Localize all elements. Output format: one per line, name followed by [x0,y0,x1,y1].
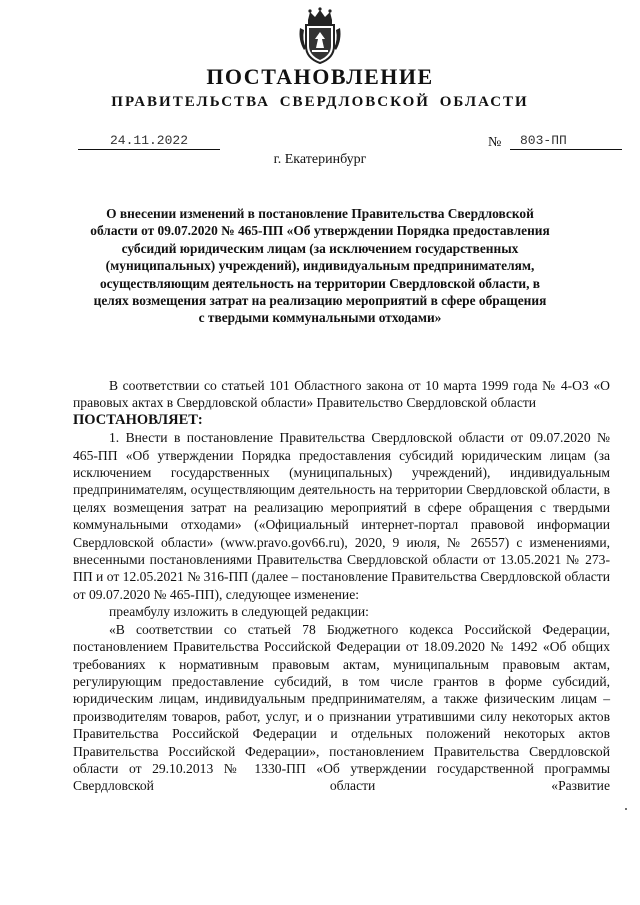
scan-speck [625,808,627,810]
item-1-subparagraph: преамбулу изложить в следующей редакции: [109,604,369,620]
preamble-paragraph: В соответствии со статьей 101 Областного закона от 10 марта 1999 года № 4-ОЗ «О правовых актах в Свердловской области» Правительство Свердловской области [73,378,610,411]
resolves-heading: ПОСТАНОВЛЯЕТ: [73,411,203,428]
sverdlovsk-coat-of-arms-icon [296,6,344,66]
document-date: 24.11.2022 [78,133,220,150]
document-city: г. Екатеринбург [273,152,367,167]
document-number: 803-ПП [510,133,622,150]
number-label: № [488,135,502,150]
document-heading: О внесении изменений в постановление Правительства Свердловской области от 09.07.2020 № 465-ПП «Об утверждении Порядка предоставления субсидий юридическим лицам (за исключением государственных (муниципальных) учреждений), индивидуальным предпринимателям, осуществляющим деятельность на территории Свердловской области, в целях возмещения затрат на реализацию мероприятий в сфере обращения с твердыми коммунальными отходами» [90,206,550,326]
document-title: ПОСТАНОВЛЕНИЕ [206,64,434,89]
item-1-paragraph: 1. Внести в постановление Правительства Свердловской области от 09.07.2020 № 465-ПП «Об утверждении Порядка предоставления субсидий юридическим лицам (за исключением государственных (муниципальных) учреждений), индивидуальным предпринимателям, осуществляющим деятельность на территории Свердловской области, в целях возмещения затрат на реализацию мероприятий в сфере обращения с твердыми коммунальными отходами» («Официальный интернет-портал правовой информации Свердловской области» (www.pravo.gov66.ru), 2020, 9 июля, № 26557) с изменениями, внесенными постановлениями Правительства Свердловской области от 13.05.2021 № 273-ПП и от 12.05.2021 № 316-ПП (далее – постановление Правительства Свердловской области от 09.07.2020 № 465-ПП), следующее изменение: [73,430,610,602]
document-issuer: ПРАВИТЕЛЬСТВА СВЕРДЛОВСКОЙ ОБЛАСТИ [111,94,529,110]
quoted-preamble-paragraph: «В соответствии со статьей 78 Бюджетного кодекса Российской Федерации, постановлением Правительства Российской Федерации от 18.09.2020 № 1492 «Об общих требованиях к нормативным правовым актам, муниципальным правовым актам, регулирующим предоставление субсидий, в том числе грантов в форме субсидий, юридическим лицам, индивидуальным предпринимателям, а также физическим лицам – производителям товаров, работ, услуг, и о признании утратившими силу некоторых актов Правительства Российской Федерации и отдельных положений некоторых актов Правительства Российской Федерации», постановлением Правительства Свердловской области от 29.10.2013 № 1330-ПП «Об утверждении государственной программы Свердловской области «Развитие [73,621,610,794]
document-body [73,377,610,795]
document-number-block [488,133,567,151]
